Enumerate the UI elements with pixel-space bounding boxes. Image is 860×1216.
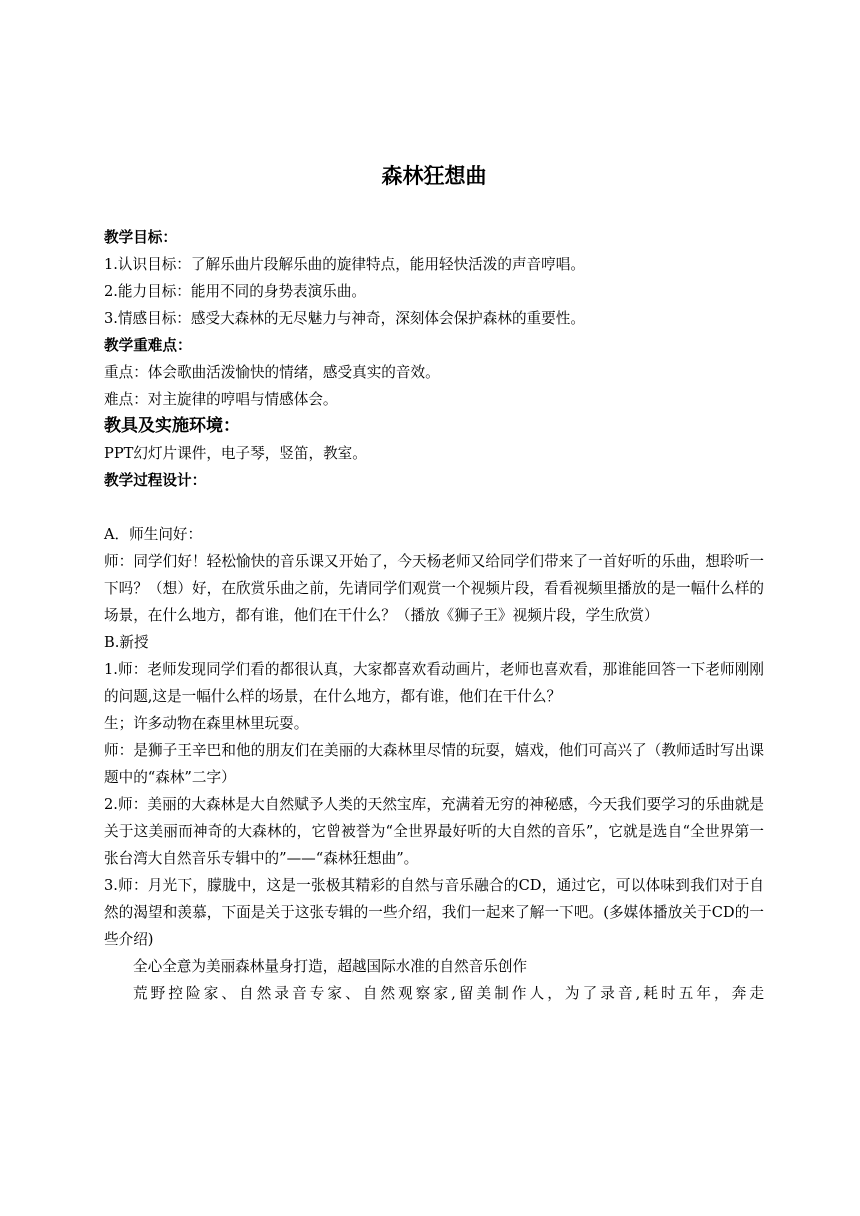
tools-text: PPT幻灯片课件，电子琴，竖笛，教室。 [104,445,367,462]
section-b1: 1.师：老师发现同学们看的都很认真，大家都喜欢看动画片，老师也喜欢看，那谁能回答一下老师刚刚的问题,这是一幅什么样的场景，在什么地方，都有谁，他们在干什么？ [104,661,764,705]
blank-line [104,494,764,521]
section-a-text: 师：同学们好！轻松愉快的音乐课又开始了，今天杨老师又给同学们带来了一首好听的乐曲，想聆听一下吗？（想）好，在欣赏乐曲之前，先请同学们观赏一个视频片段，看看视频里播放的是一幅什么样的场景，在什么地方，都有谁，他们在干什么？（播放《狮子王》视频片段，学生欣赏） [104,553,764,624]
teacher-response: 师：是狮子王辛巴和他的朋友们在美丽的大森林里尽情的玩耍，嬉戏，他们可高兴了（教师适时写出课题中的“森林”二字） [104,742,764,786]
student-answer: 生；许多动物在森里林里玩耍。 [104,715,309,732]
objectives-heading: 教学目标： [104,229,177,246]
page-title: 森林狂想曲 [381,164,487,188]
objective-item: 2.能力目标：能用不同的身势表演乐曲。 [104,283,367,300]
objective-item: 3.情感目标：感受大森林的无尽魅力与神奇，深刻体会保护森林的重要性。 [104,310,585,327]
objective-item: 1.认识目标：了解乐曲片段解乐曲的旋律特点，能用轻快活泼的声音哼唱。 [104,256,585,273]
keypoints-heading: 教学重难点： [104,337,192,354]
tools-heading: 教具及实施环境： [104,416,240,436]
document-body [104,224,764,1007]
section-b3: 3.师：月光下，朦胧中，这是一张极其精彩的自然与音乐融合的CD，通过它，可以体味到我们对于自然的渴望和羡慕，下面是关于这张专辑的一些介绍，我们一起来了解一下吧。(多媒体播放关于CD的一些介绍) [104,877,764,948]
keypoint-item: 重点：体会歌曲活泼愉快的情绪，感受真实的音效。 [104,364,440,381]
section-b2: 2.师：美丽的大森林是大自然赋予人类的天然宝库，充满着无穷的神秘感，今天我们要学习的乐曲就是关于这美丽而神奇的大森林的，它曾被誉为“全世界最好听的大自然的音乐”，它就是选自“全世界第一张台湾大自然音乐专辑中的”——“森林狂想曲”。 [104,796,764,867]
section-b-heading: B.新授 [104,634,149,651]
quote-line: 全心全意为美丽森林量身打造，超越国际水准的自然音乐创作 [133,958,528,975]
process-heading: 教学过程设计： [104,472,207,489]
section-a-heading: A．师生问好： [104,526,203,543]
keypoint-item: 难点：对主旋律的哼唱与情感体会。 [104,391,338,408]
quote-line: 荒野控险家、自然录音专家、自然观察家,留美制作人，为了录音,耗时五年，奔走 [133,985,764,1002]
